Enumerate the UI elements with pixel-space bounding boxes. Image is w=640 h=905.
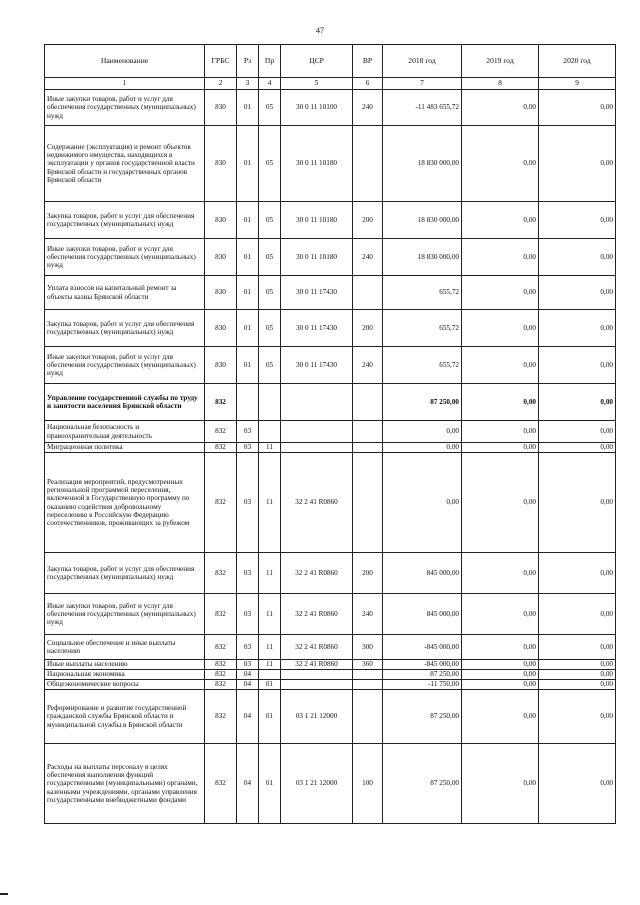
- row-name: Реформирование и развитие государственной гражданской службы Брянской области и муниципальной службы в Брянской области: [45, 690, 205, 744]
- pr-cell: 01: [259, 690, 281, 744]
- rz-cell: 03: [237, 553, 259, 594]
- pr-cell: 11: [259, 453, 281, 553]
- table-body: [45, 90, 616, 824]
- vr-cell: 200: [353, 310, 383, 347]
- table-row: [45, 594, 616, 635]
- vr-cell: 200: [353, 553, 383, 594]
- table-row: [45, 680, 616, 690]
- pr-cell: 05: [259, 239, 281, 276]
- vr-cell: 240: [353, 347, 383, 384]
- header-row: [45, 45, 616, 78]
- rz-cell: 01: [237, 347, 259, 384]
- column-number: 8: [462, 78, 539, 90]
- header-cell: Наименование: [45, 45, 205, 78]
- rz-cell: 04: [237, 670, 259, 680]
- grbs-cell: 832: [205, 660, 237, 670]
- header-cell: Рз: [237, 45, 259, 78]
- header-cell: ЦСР: [281, 45, 353, 78]
- amount-2019: 0,00: [462, 239, 539, 276]
- amount-2020: 0,00: [539, 443, 616, 453]
- row-name: Миграционная политика: [45, 443, 205, 453]
- page-number: 47: [316, 26, 324, 35]
- pr-cell: 01: [259, 680, 281, 690]
- pr-cell: 11: [259, 635, 281, 660]
- csr-cell: 30 0 11 17430: [281, 347, 353, 384]
- amount-2019: 0,00: [462, 421, 539, 443]
- amount-2020: 0,00: [539, 202, 616, 239]
- column-number: 5: [281, 78, 353, 90]
- grbs-cell: 832: [205, 680, 237, 690]
- pr-cell: 05: [259, 310, 281, 347]
- amount-2020: 0,00: [539, 421, 616, 443]
- pr-cell: 05: [259, 126, 281, 202]
- vr-cell: [353, 276, 383, 310]
- amount-2018: 0,00: [383, 421, 462, 443]
- row-name: Национальная экономика: [45, 670, 205, 680]
- csr-cell: 03 1 21 12000: [281, 690, 353, 744]
- amount-2020: 0,00: [539, 310, 616, 347]
- row-name: Иные закупки товаров, работ и услуг для обеспечения государственных (муниципальных) нужд: [45, 90, 205, 126]
- grbs-cell: 832: [205, 670, 237, 680]
- table-row: [45, 384, 616, 421]
- row-name: Расходы на выплаты персоналу в целях обеспечения выполнения функций государственными (муниципальными) органами, казенными учреждениями, органами управления государственными внебюджетными фондами: [45, 744, 205, 824]
- row-name: Иные закупки товаров, работ и услуг для обеспечения государственных (муниципальных) нужд: [45, 347, 205, 384]
- amount-2018: -845 000,00: [383, 660, 462, 670]
- row-name: Реализация мероприятий, предусмотренных региональной программой переселения, включенной в Государственную программу по оказанию содействия добровольному переселению в Российскую Федерацию соотечественников, проживающих за рубежом: [45, 453, 205, 553]
- rz-cell: [237, 384, 259, 421]
- table-row: [45, 635, 616, 660]
- pr-cell: 05: [259, 202, 281, 239]
- table-row: [45, 90, 616, 126]
- csr-cell: 32 2 41 R0860: [281, 453, 353, 553]
- amount-2018: 655,72: [383, 276, 462, 310]
- csr-cell: [281, 421, 353, 443]
- vr-cell: 300: [353, 635, 383, 660]
- amount-2018: 87 250,00: [383, 384, 462, 421]
- pr-cell: 11: [259, 553, 281, 594]
- pr-cell: 05: [259, 347, 281, 384]
- table-row: [45, 276, 616, 310]
- amount-2019: 0,00: [462, 276, 539, 310]
- amount-2018: 18 830 000,00: [383, 126, 462, 202]
- rz-cell: 01: [237, 239, 259, 276]
- header-cell: Пр: [259, 45, 281, 78]
- vr-cell: 240: [353, 239, 383, 276]
- amount-2020: 0,00: [539, 553, 616, 594]
- row-name: Иные закупки товаров, работ и услуг для обеспечения государственных (муниципальных) нужд: [45, 239, 205, 276]
- rz-cell: 03: [237, 635, 259, 660]
- vr-cell: 100: [353, 744, 383, 824]
- amount-2018: 0,00: [383, 443, 462, 453]
- grbs-cell: 830: [205, 239, 237, 276]
- grbs-cell: 832: [205, 690, 237, 744]
- amount-2020: 0,00: [539, 384, 616, 421]
- column-number: 3: [237, 78, 259, 90]
- vr-cell: 360: [353, 660, 383, 670]
- amount-2018: -11 750,00: [383, 680, 462, 690]
- csr-cell: 30 0 11 10100: [281, 90, 353, 126]
- amount-2019: 0,00: [462, 384, 539, 421]
- table-row: [45, 347, 616, 384]
- amount-2020: 0,00: [539, 126, 616, 202]
- amount-2020: 0,00: [539, 90, 616, 126]
- rz-cell: 04: [237, 680, 259, 690]
- table-row: [45, 421, 616, 443]
- column-number: 2: [205, 78, 237, 90]
- grbs-cell: 830: [205, 202, 237, 239]
- amount-2018: 0,00: [383, 453, 462, 553]
- pr-cell: 01: [259, 744, 281, 824]
- column-number-row: [45, 78, 616, 90]
- vr-cell: 240: [353, 90, 383, 126]
- rz-cell: 01: [237, 310, 259, 347]
- header-cell: 2019 год: [462, 45, 539, 78]
- amount-2019: 0,00: [462, 310, 539, 347]
- amount-2018: 18 830 000,00: [383, 239, 462, 276]
- column-number: 1: [45, 78, 205, 90]
- rz-cell: 03: [237, 421, 259, 443]
- grbs-cell: 832: [205, 453, 237, 553]
- csr-cell: 32 2 41 R0860: [281, 660, 353, 670]
- rz-cell: 04: [237, 744, 259, 824]
- amount-2019: 0,00: [462, 680, 539, 690]
- table-row: [45, 443, 616, 453]
- amount-2019: 0,00: [462, 90, 539, 126]
- vr-cell: [353, 421, 383, 443]
- grbs-cell: 832: [205, 443, 237, 453]
- header-cell: ГРБС: [205, 45, 237, 78]
- grbs-cell: 832: [205, 421, 237, 443]
- vr-cell: [353, 126, 383, 202]
- amount-2020: 0,00: [539, 347, 616, 384]
- row-name: Иные выплаты населению: [45, 660, 205, 670]
- row-name: Социальное обеспечение и иные выплаты населению: [45, 635, 205, 660]
- amount-2020: 0,00: [539, 594, 616, 635]
- column-number: 7: [383, 78, 462, 90]
- csr-cell: 32 2 41 R0860: [281, 635, 353, 660]
- amount-2020: 0,00: [539, 239, 616, 276]
- grbs-cell: 832: [205, 635, 237, 660]
- amount-2019: 0,00: [462, 594, 539, 635]
- vr-cell: [353, 680, 383, 690]
- amount-2019: 0,00: [462, 126, 539, 202]
- csr-cell: [281, 670, 353, 680]
- vr-cell: [353, 690, 383, 744]
- amount-2019: 0,00: [462, 690, 539, 744]
- amount-2018: 18 830 000,00: [383, 202, 462, 239]
- amount-2020: 0,00: [539, 680, 616, 690]
- row-name: Национальная безопасность и правоохранительная деятельность: [45, 421, 205, 443]
- rz-cell: 03: [237, 660, 259, 670]
- grbs-cell: 830: [205, 347, 237, 384]
- column-number: 9: [539, 78, 616, 90]
- amount-2018: 845 000,00: [383, 594, 462, 635]
- grbs-cell: 830: [205, 90, 237, 126]
- pr-cell: [259, 670, 281, 680]
- grbs-cell: 830: [205, 276, 237, 310]
- pr-cell: [259, 384, 281, 421]
- amount-2018: 87 250,00: [383, 690, 462, 744]
- amount-2020: 0,00: [539, 276, 616, 310]
- table-row: [45, 202, 616, 239]
- csr-cell: 30 0 11 17430: [281, 276, 353, 310]
- scan-edge-mark: [0, 893, 8, 895]
- row-name: Общеэкономические вопросы: [45, 680, 205, 690]
- vr-cell: [353, 384, 383, 421]
- pr-cell: 11: [259, 660, 281, 670]
- rz-cell: 01: [237, 202, 259, 239]
- table-row: [45, 690, 616, 744]
- table-row: [45, 553, 616, 594]
- row-name: Закупка товаров, работ и услуг для обеспечения государственных (муниципальных) нужд: [45, 553, 205, 594]
- pr-cell: [259, 421, 281, 443]
- grbs-cell: 830: [205, 310, 237, 347]
- csr-cell: 30 0 11 10180: [281, 202, 353, 239]
- rz-cell: 01: [237, 126, 259, 202]
- rz-cell: 03: [237, 594, 259, 635]
- grbs-cell: 832: [205, 594, 237, 635]
- pr-cell: 05: [259, 90, 281, 126]
- csr-cell: 03 1 21 12000: [281, 744, 353, 824]
- row-name: Уплата взносов на капитальный ремонт за объекты казны Брянской области: [45, 276, 205, 310]
- csr-cell: [281, 384, 353, 421]
- rz-cell: 01: [237, 276, 259, 310]
- table-row: [45, 744, 616, 824]
- csr-cell: 30 0 11 17430: [281, 310, 353, 347]
- vr-cell: 240: [353, 594, 383, 635]
- amount-2018: 845 000,00: [383, 553, 462, 594]
- column-number: 6: [353, 78, 383, 90]
- amount-2018: 87 250,00: [383, 744, 462, 824]
- row-name: Содержание (эксплуатация) и ремонт объектов недвижимого имущества, находящихся в эксплуатации у органов государственной власти Брянской области и государственных органов Брянской области: [45, 126, 205, 202]
- grbs-cell: 832: [205, 553, 237, 594]
- amount-2018: -845 000,00: [383, 635, 462, 660]
- row-name: Управление государственной службы по труду и занятости населения Брянской области: [45, 384, 205, 421]
- table-row: [45, 670, 616, 680]
- rz-cell: 04: [237, 690, 259, 744]
- rz-cell: 01: [237, 90, 259, 126]
- header-cell: 2020 год: [539, 45, 616, 78]
- vr-cell: [353, 443, 383, 453]
- budget-table: [44, 44, 616, 824]
- pr-cell: 11: [259, 443, 281, 453]
- header-cell: ВР: [353, 45, 383, 78]
- amount-2019: 0,00: [462, 660, 539, 670]
- csr-cell: [281, 680, 353, 690]
- row-name: Закупка товаров, работ и услуг для обеспечения государственных (муниципальных) нужд: [45, 202, 205, 239]
- table-row: [45, 239, 616, 276]
- amount-2019: 0,00: [462, 453, 539, 553]
- rz-cell: 03: [237, 453, 259, 553]
- amount-2020: 0,00: [539, 744, 616, 824]
- grbs-cell: 832: [205, 384, 237, 421]
- csr-cell: 32 2 41 R0860: [281, 553, 353, 594]
- pr-cell: 11: [259, 594, 281, 635]
- csr-cell: 30 0 11 10180: [281, 126, 353, 202]
- amount-2019: 0,00: [462, 670, 539, 680]
- amount-2019: 0,00: [462, 553, 539, 594]
- csr-cell: 32 2 41 R0860: [281, 594, 353, 635]
- table-row: [45, 310, 616, 347]
- column-number: 4: [259, 78, 281, 90]
- table-row: [45, 126, 616, 202]
- amount-2018: -11 483 655,72: [383, 90, 462, 126]
- row-name: Закупка товаров, работ и услуг для обеспечения государственных (муниципальных) нужд: [45, 310, 205, 347]
- amount-2020: 0,00: [539, 690, 616, 744]
- table-row: [45, 660, 616, 670]
- amount-2018: 655,72: [383, 310, 462, 347]
- amount-2019: 0,00: [462, 443, 539, 453]
- vr-cell: [353, 453, 383, 553]
- row-name: Иные закупки товаров, работ и услуг для обеспечения государственных (муниципальных) нужд: [45, 594, 205, 635]
- amount-2019: 0,00: [462, 202, 539, 239]
- amount-2020: 0,00: [539, 660, 616, 670]
- grbs-cell: 830: [205, 126, 237, 202]
- vr-cell: [353, 670, 383, 680]
- rz-cell: 03: [237, 443, 259, 453]
- table-row: [45, 453, 616, 553]
- amount-2018: 655,72: [383, 347, 462, 384]
- amount-2020: 0,00: [539, 670, 616, 680]
- grbs-cell: 832: [205, 744, 237, 824]
- csr-cell: 30 0 11 10180: [281, 239, 353, 276]
- csr-cell: [281, 443, 353, 453]
- amount-2020: 0,00: [539, 635, 616, 660]
- header-cell: 2018 год: [383, 45, 462, 78]
- pr-cell: 05: [259, 276, 281, 310]
- amount-2019: 0,00: [462, 635, 539, 660]
- amount-2019: 0,00: [462, 744, 539, 824]
- vr-cell: 200: [353, 202, 383, 239]
- amount-2019: 0,00: [462, 347, 539, 384]
- amount-2018: 87 250,00: [383, 670, 462, 680]
- amount-2020: 0,00: [539, 453, 616, 553]
